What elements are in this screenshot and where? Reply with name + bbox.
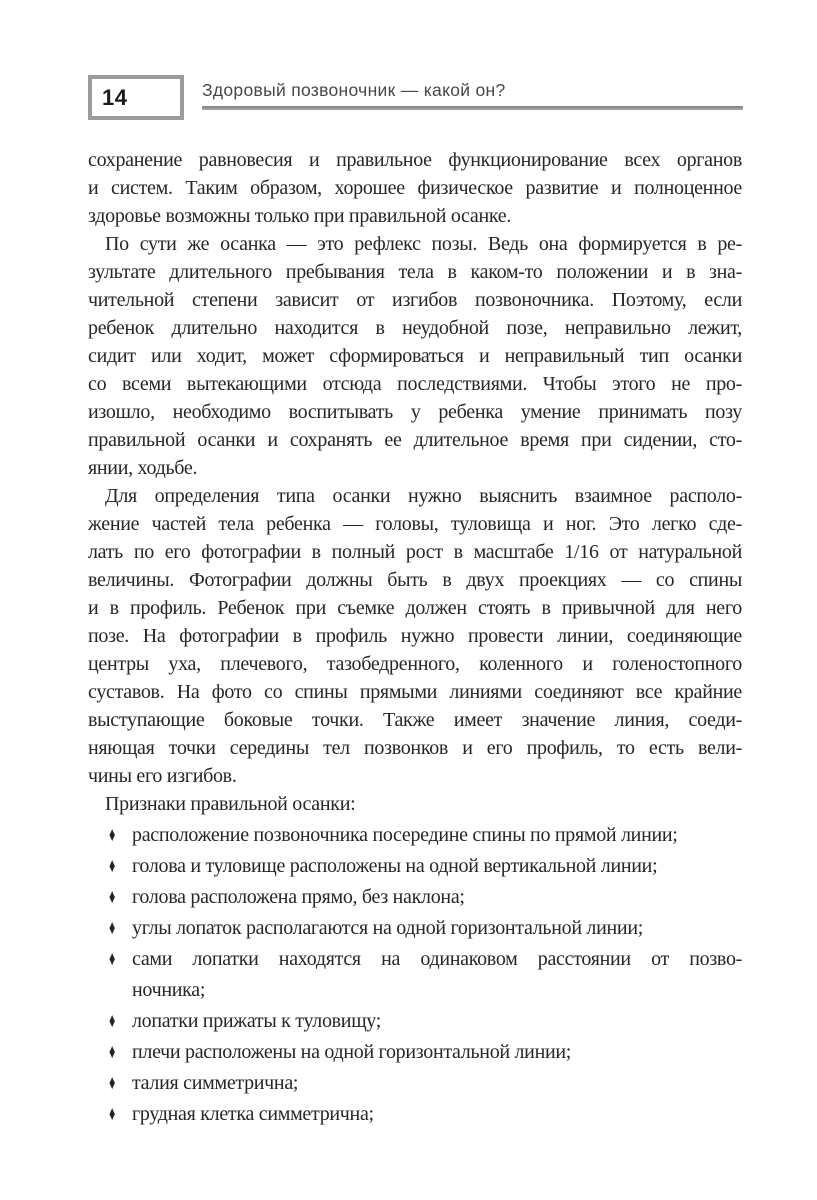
- paragraph: [88, 230, 742, 482]
- diamond-bullet-icon: ♦: [109, 917, 116, 939]
- page-number-box: [88, 75, 184, 120]
- text-line: суставов. На фото со спины прямыми линиями соединяют все крайние: [88, 681, 742, 703]
- diamond-bullet-icon: ♦: [109, 824, 116, 846]
- diamond-bullet-icon: ♦: [109, 886, 116, 908]
- list-item-line: грудная клетка симметрична;: [132, 1103, 374, 1125]
- diamond-bullet-icon: ♦: [109, 1041, 116, 1063]
- text-line: изошло, необходимо воспитывать у ребенка умение принимать позу: [88, 401, 742, 423]
- paragraph: [88, 146, 742, 230]
- text-line: янии, ходьбе.: [88, 457, 198, 479]
- paragraph: [88, 482, 742, 790]
- text-line: няющая точки середины тел позвонков и его профиль, то есть вели-: [88, 737, 742, 759]
- list-item: [88, 944, 742, 1006]
- text-line: выступающие боковые точки. Также имеет значение линия, соеди-: [88, 709, 742, 731]
- list-item-line: голова и туловище расположены на одной вертикальной линии;: [132, 855, 658, 877]
- text-line: лать по его фотографии в полный рост в масштабе 1/16 от натуральной: [88, 541, 742, 563]
- list-item: [88, 1068, 742, 1099]
- list-item-line: расположение позвоночника посередине спины по прямой линии;: [132, 824, 678, 846]
- list-item: [88, 882, 742, 913]
- text-line: величины. Фотографии должны быть в двух проекциях — со спины: [88, 569, 742, 591]
- posture-signs-list: [88, 820, 742, 1130]
- text-line: По сути же осанка — это рефлекс позы. Ведь она формируется в ре-: [105, 233, 742, 255]
- text-line: чины его изгибов.: [88, 765, 237, 787]
- text-line: Для определения типа осанки нужно выяснить взаимное располо-: [105, 485, 742, 507]
- list-item-line: плечи расположены на одной горизонтальной линии;: [132, 1041, 572, 1063]
- list-item-line: ночника;: [132, 979, 206, 1001]
- text-line: ребенок длительно находится в неудобной позе, неправильно лежит,: [88, 317, 742, 339]
- diamond-bullet-icon: ♦: [109, 1010, 116, 1032]
- header-rule: [202, 106, 743, 110]
- diamond-bullet-icon: ♦: [109, 1103, 116, 1125]
- text-line: и в профиль. Ребенок при съемке должен стоять в привычной для него: [88, 597, 742, 619]
- text-line: здоровье возможны только при правильной осанке.: [88, 205, 512, 227]
- text-line: и систем. Таким образом, хорошее физическое развитие и полноценное: [88, 177, 742, 199]
- page-number: 14: [102, 84, 128, 110]
- list-item: [88, 913, 742, 944]
- list-item-line: голова расположена прямо, без наклона;: [132, 886, 465, 908]
- text-line: позе. На фотографии в профиль нужно провести линии, соединяющие: [88, 625, 742, 647]
- text-line: со всеми вытекающими отсюда последствиями. Чтобы этого не про-: [88, 373, 742, 395]
- text-line: Признаки правильной осанки:: [105, 793, 356, 815]
- list-item: [88, 1037, 742, 1068]
- diamond-bullet-icon: ♦: [109, 948, 116, 970]
- text-line: сидит или ходит, может сформироваться и неправильный тип осанки: [88, 345, 742, 367]
- list-item: [88, 851, 742, 882]
- list-item-line: талия симметрична;: [132, 1072, 299, 1094]
- text-line: сохранение равновесия и правильное функционирование всех органов: [88, 149, 742, 171]
- list-item: [88, 820, 742, 851]
- body-text: [88, 146, 742, 1130]
- list-item-line: углы лопаток располагаются на одной горизонтальной линии;: [132, 917, 643, 939]
- list-item-line: сами лопатки находятся на одинаковом расстоянии от позво-: [132, 948, 742, 970]
- diamond-bullet-icon: ♦: [109, 855, 116, 877]
- running-title: Здоровый позвоночник — какой он?: [202, 80, 506, 100]
- text-line: правильной осанки и сохранять ее длительное время при сидении, сто-: [88, 429, 742, 451]
- list-item: [88, 1006, 742, 1037]
- text-line: центры уха, плечевого, тазобедренного, коленного и голеностопного: [88, 653, 742, 675]
- text-line: чительной степени зависит от изгибов позвоночника. Поэтому, если: [88, 289, 742, 311]
- text-line: зультате длительного пребывания тела в каком-то положении и в зна-: [88, 261, 742, 283]
- paragraph: [88, 790, 742, 818]
- text-line: жение частей тела ребенка — головы, туловища и ног. Это легко сде-: [88, 513, 742, 535]
- list-item-line: лопатки прижаты к туловищу;: [132, 1010, 381, 1032]
- list-item: [88, 1099, 742, 1130]
- diamond-bullet-icon: ♦: [109, 1072, 116, 1094]
